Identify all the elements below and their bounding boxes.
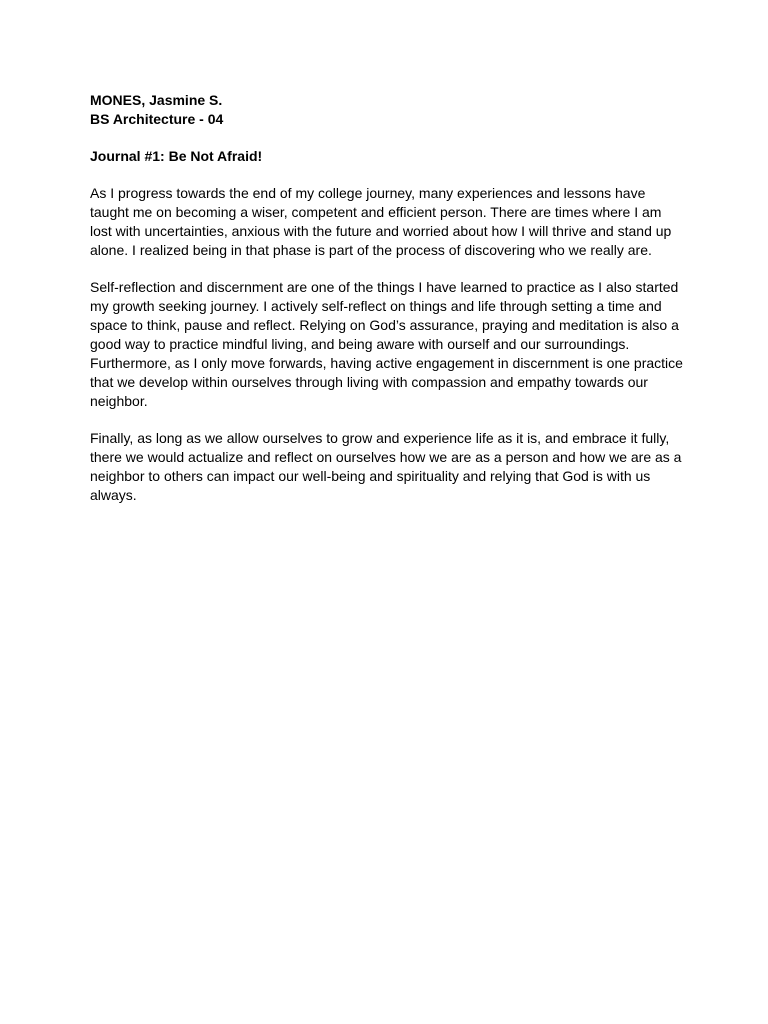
program-section: BS Architecture - 04 xyxy=(90,111,224,127)
paragraph-line: there we would actualize and reflect on ourselves how we are as a person and how we are as a xyxy=(90,449,682,465)
paragraph-line: lost with uncertainties, anxious with the future and worried about how I will thrive and stand up xyxy=(90,223,672,239)
paragraph-line: Finally, as long as we allow ourselves to grow and experience life as it is, and embrace it fully, xyxy=(90,430,670,446)
paragraph-2 xyxy=(90,278,683,411)
spacer xyxy=(90,166,680,184)
paragraph-line: As I progress towards the end of my college journey, many experiences and lessons have xyxy=(90,185,646,201)
paragraph-3 xyxy=(90,429,680,505)
journal-title: Journal #1: Be Not Afraid! xyxy=(90,148,263,164)
paragraph-line: good way to practice mindful living, and being aware with ourself and our surroundings. xyxy=(90,336,630,352)
paragraph-1 xyxy=(90,184,680,260)
paragraph-line: neighbor. xyxy=(90,393,148,409)
paragraph-line: taught me on becoming a wiser, competent and efficient person. There are times where I am xyxy=(90,204,662,220)
spacer xyxy=(90,260,680,278)
paragraph-line: Furthermore, as I only move forwards, having active engagement in discernment is one practice xyxy=(90,355,683,371)
paragraph-line: that we develop within ourselves through living with compassion and empathy towards our xyxy=(90,374,648,390)
spacer xyxy=(90,129,680,147)
paragraph-line: always. xyxy=(90,487,137,503)
spacer xyxy=(90,411,680,429)
paragraph-line: Self-reflection and discernment are one of the things I have learned to practice as I also started xyxy=(90,279,679,295)
paragraph-line: my growth seeking journey. I actively self-reflect on things and life through setting a time and xyxy=(90,298,662,314)
paragraph-line: alone. I realized being in that phase is part of the process of discovering who we really are. xyxy=(90,242,652,258)
author-name: MONES, Jasmine S. xyxy=(90,92,223,108)
paragraph-line: space to think, pause and reflect. Relying on God’s assurance, praying and meditation is also a xyxy=(90,317,679,333)
document-page xyxy=(90,91,683,505)
paragraph-line: neighbor to others can impact our well-being and spirituality and relying that God is with us xyxy=(90,468,651,484)
